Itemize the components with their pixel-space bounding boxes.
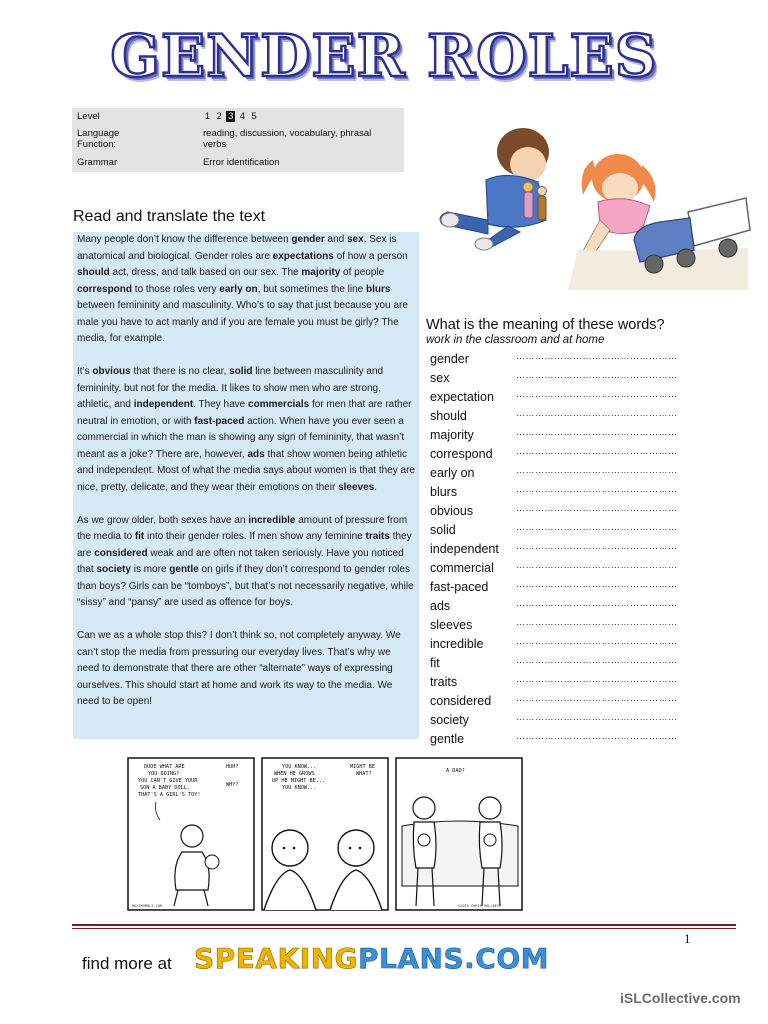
vocab-answer-line[interactable]: …………………………………………… [516, 731, 678, 741]
vocab-word: ads [430, 599, 451, 613]
vocab-word: majority [430, 428, 474, 442]
brand-plans: PLANS.COM [358, 942, 549, 975]
vocab-answer-line[interactable]: …………………………………………… [516, 655, 678, 665]
speakingplans-logo[interactable] [194, 942, 549, 975]
vocab-word: traits [430, 675, 458, 689]
find-more-text: find more at [82, 954, 172, 973]
vocab-word: incredible [430, 637, 484, 651]
panel1-why: WHY? [226, 782, 239, 788]
vocab-answer-line[interactable]: …………………………………………… [516, 351, 678, 361]
level-label: Level [77, 111, 100, 122]
comic-credit-left: MAXIMUMBLE.COM [132, 904, 163, 908]
vocab-word: society [430, 713, 469, 727]
vocab-answer-line[interactable]: …………………………………………… [516, 389, 678, 399]
vocab-word: commercial [430, 561, 494, 575]
reading-paragraph-1: Many people don’t know the difference between gender and sex. Sex is anatomical and biological. Gender roles are expectations of how a person should act, dress, and talk based on our sex. The majority of people correspond to those roles very early on, but sometimes the line blurs between femininity and masculinity. Who’s to say that just because you are male you have to act manly and if you are female you must be girly? The media, for example. [77, 234, 408, 344]
vocab-subtitle: work in the classroom and at home [426, 334, 605, 346]
level-5: 5 [251, 111, 257, 122]
panel3-speech: A DAD? [446, 768, 465, 774]
panel1-huh: HUH? [226, 764, 239, 770]
children-playing-illustration [428, 120, 758, 290]
vocab-word: blurs [430, 485, 458, 499]
reading-paragraph-3: As we grow older, both sexes have an incredible amount of pressure from the media to fit into their gender roles. If men show any feminine traits they are considered weak and are often not taken seriously. Have you noticed that society is more gentle on girls if they don’t correspond to gender roles than boys? Girls can be “tomboys”, but that’s not necessarily negative, while “sissy” and “pansy” are used as offence for boys. [77, 514, 414, 608]
vocab-answer-line[interactable]: …………………………………………… [516, 617, 678, 627]
vocab-word: independent [430, 542, 499, 556]
vocab-word: correspond [430, 447, 493, 461]
grammar-value: Error identification [203, 157, 280, 168]
reading-paragraph-4: Can we as a whole stop this? I don’t think so, not completely anyway. We can’t stop the media from pressuring our everyday lives. That’s why we need to demonstrate that there are other “alternate” ways of expressing ourselves. This should start at home and work its way to the media. We need to be open! [77, 630, 401, 707]
vocab-word: fit [430, 656, 440, 670]
vocab-answer-line[interactable]: …………………………………………… [516, 484, 678, 494]
vocab-answer-line[interactable]: …………………………………………… [516, 465, 678, 475]
brand-speaking: SPEAKING [194, 942, 359, 975]
panel2-reply: MIGHT BE WHAT? [350, 764, 375, 777]
comic-credit-right: ©2010 CHRIS HALLBECK [458, 904, 502, 908]
vocab-word: sex [430, 371, 450, 385]
vocab-answer-line[interactable]: …………………………………………… [516, 408, 678, 418]
islcollective-watermark: iSLCollective.com [620, 990, 741, 1006]
vocab-question: What is the meaning of these words? [426, 317, 665, 333]
function-value: reading, discussion, vocabulary, phrasal verbs [203, 128, 372, 150]
vocab-answer-line[interactable]: …………………………………………… [516, 446, 678, 456]
reading-heading: Read and translate the text [73, 208, 266, 225]
level-1: 1 [204, 111, 211, 122]
vocab-word: early on [430, 466, 475, 480]
vocab-word: solid [430, 523, 456, 537]
vocab-list [430, 350, 730, 749]
vocab-answer-line[interactable]: …………………………………………… [516, 598, 678, 608]
level-scale [203, 111, 373, 122]
vocab-answer-line[interactable]: …………………………………………… [516, 712, 678, 722]
panel2-speech: YOU KNOW... WHEN HE GROWS UP HE MIGHT BE... YOU KNOW... [272, 764, 326, 791]
footer-rule [72, 924, 736, 926]
vocab-word: sleeves [430, 618, 473, 632]
reading-text [73, 232, 419, 739]
level-4: 4 [239, 111, 246, 122]
page-number: 1 [684, 931, 691, 946]
vocab-word: considered [430, 694, 492, 708]
lesson-info-table [72, 108, 404, 172]
vocab-word: gentle [430, 732, 465, 746]
comic-strip [126, 756, 526, 916]
vocab-answer-line[interactable]: …………………………………………… [516, 427, 678, 437]
vocab-row [430, 730, 730, 749]
vocab-answer-line[interactable]: …………………………………………… [516, 636, 678, 646]
vocab-word: fast-paced [430, 580, 489, 594]
level-3-selected: 3 [228, 111, 234, 122]
function-label: Language Function: [77, 128, 120, 150]
level-2: 2 [216, 111, 222, 122]
vocab-word: expectation [430, 390, 494, 404]
vocab-answer-line[interactable]: …………………………………………… [516, 693, 678, 703]
page-title: GENDER ROLES [110, 22, 658, 90]
vocab-answer-line[interactable]: …………………………………………… [516, 560, 678, 570]
vocab-word: should [430, 409, 467, 423]
vocab-answer-line[interactable]: …………………………………………… [516, 503, 678, 513]
reading-paragraph-2: It’s obvious that there is no clear, solid line between masculinity and femininity, but not for the media. It likes to show men who are strong, athletic, and independent. They have commercials for men that are rather neutral in emotion, or with fast-paced action. When have you ever seen a commercial in which the man is showing any sign of femininity, that wasn’t meant as a joke? There are, however, ads that show women being athletic and independent. Most of what the media says about women is that they are nice, pretty, delicate, and they wear their emotions on their sleeves. [77, 366, 415, 493]
vocab-word: gender [430, 352, 469, 366]
grammar-label: Grammar [77, 157, 118, 168]
footer-rule-thin [72, 928, 736, 929]
vocab-answer-line[interactable]: …………………………………………… [516, 579, 678, 589]
vocab-answer-line[interactable]: …………………………………………… [516, 541, 678, 551]
vocab-answer-line[interactable]: …………………………………………… [516, 674, 678, 684]
panel1-speech: DUDE WHAT ARE YOU DOING? YOU CAN'T GIVE YOUR SON A BABY DOLL. THAT'S A GIRL'S TOY! [138, 764, 201, 798]
vocab-word: obvious [430, 504, 474, 518]
vocab-answer-line[interactable]: …………………………………………… [516, 522, 678, 532]
vocab-answer-line[interactable]: …………………………………………… [516, 370, 678, 380]
